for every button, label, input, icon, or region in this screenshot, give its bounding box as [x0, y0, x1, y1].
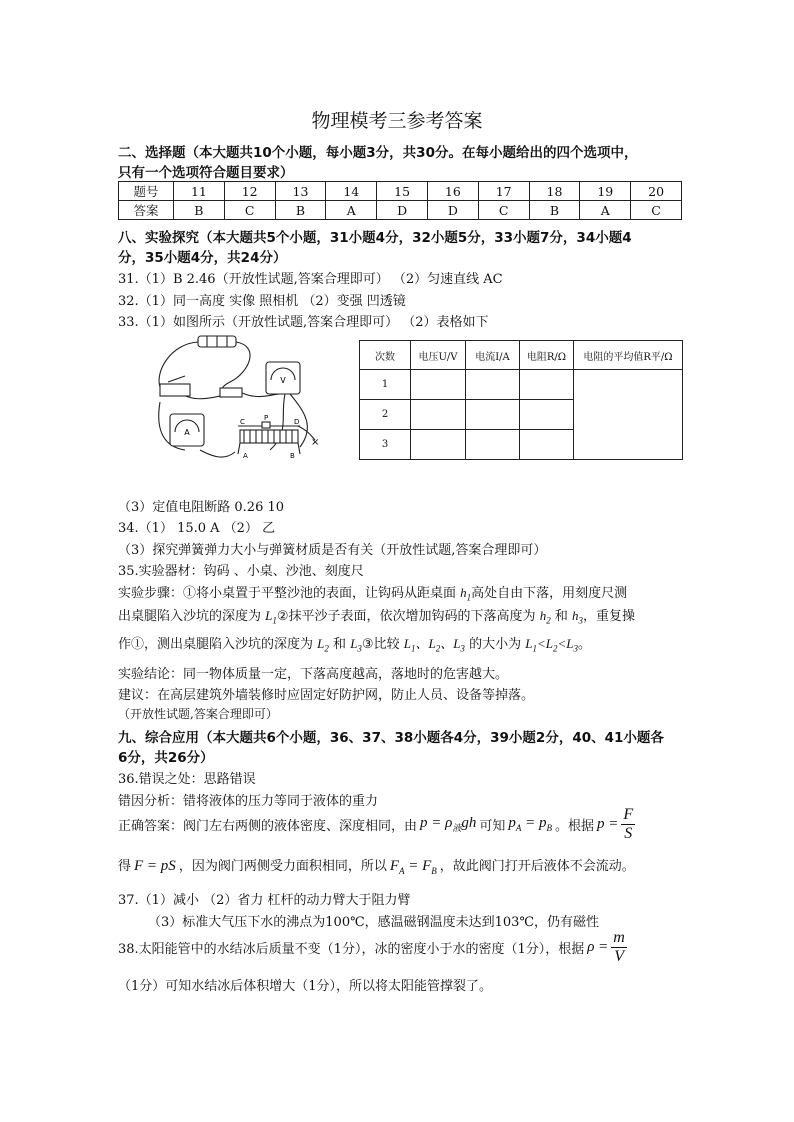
answer-32: 32.（1）同一高度 实像 照相机 （2）变强 凹透镜 [118, 294, 406, 309]
text-run: 的大小为 [469, 637, 522, 652]
record-table-header-row [360, 341, 683, 370]
math-h1: $h_1$ [460, 585, 472, 603]
answer-38-line1 [118, 927, 627, 967]
text-run: ，故此阀门打开后液体不会流动。 [439, 859, 635, 874]
record-table-cell [466, 370, 520, 400]
answer-35-advice: 建议：在高层建筑外墙装修时应固定好防护网，防止人员、设备等掉落。 [118, 688, 535, 703]
answer-35-equipment: 35.实验器材：钩码 、小桌、沙池、刻度尺 [118, 564, 364, 579]
text-run: ，因为阀门两侧受力面积相同，所以 [178, 859, 387, 874]
math-p-eq: p = [597, 815, 619, 832]
answer-table-cell: B [174, 201, 225, 220]
math-l2: $L_2$ [317, 636, 329, 654]
record-table-header: 次数 [360, 341, 411, 370]
math-l3: $L_3$ [350, 636, 362, 654]
answer-35-conclusion: 实验结论：同一物体质量一定，下落高度越高，落地时的危害越大。 [118, 667, 509, 682]
answer-table-cell: A [580, 201, 631, 220]
math-pa-eq-pb: $p_A = p_B$ [508, 815, 552, 833]
math-rho-eq: ρ = [587, 938, 609, 955]
text-run: ②抹平沙子表面，依次增加钩码的下落高度为 [276, 609, 536, 624]
answer-35-steps-line3 [118, 633, 591, 654]
answer-31: 31.（1）B 2.46（开放性试题,答案合理即可） （2）匀速直线 AC [118, 272, 503, 287]
ammeter-label: A [184, 428, 190, 437]
record-table-cell [466, 430, 520, 460]
answer-table-header: 答案 [119, 201, 174, 220]
answer-table-cell: 15 [377, 182, 428, 201]
text-run: 实验步骤：①将小桌置于平整沙池的表面，让钩码从距桌面 [118, 586, 457, 601]
text-run: 高处自由下落，用刻度尺测 [471, 586, 628, 601]
answer-table-row-numbers [119, 182, 682, 201]
answer-35-steps-line1 [118, 582, 627, 603]
record-table-cell [411, 430, 466, 460]
text-run: 。 [577, 637, 591, 652]
math-fa-eq-fb: $F_A = F_B$ [389, 858, 437, 876]
denominator: S [624, 824, 633, 842]
page-title: 物理模考三参考答案 [311, 110, 483, 132]
text-run: 作①，测出桌腿陷入沙坑的深度为 [118, 637, 314, 652]
answer-table-cell: B [529, 201, 580, 220]
denominator: V [614, 947, 624, 965]
answer-33: 33.（1）如图所示（开放性试题,答案合理即可） （2）表格如下 [118, 315, 489, 330]
answer-35-note: （开放性试题,答案合理即可） [118, 707, 278, 721]
text-run: 。根据 [555, 818, 595, 834]
terminal-d-label: D [294, 418, 300, 426]
answer-36-analysis: 错因分析：错将液体的压力等同于液体的重力 [118, 794, 379, 809]
record-table-cell [466, 400, 520, 430]
answer-34: 34.（1） 15.0 A （2） 乙 [118, 521, 276, 536]
math-fraction-m-over-v [611, 929, 627, 966]
cross-mark: × [311, 437, 320, 448]
slider-p-label: P [264, 414, 269, 422]
record-table-cell [520, 430, 574, 460]
section-9-heading-line2: 6分，共26分） [118, 750, 214, 766]
answer-table [118, 181, 682, 220]
text-run: 可知 [479, 818, 506, 834]
answer-table-cell: A [326, 201, 377, 220]
answer-38-line2: （1分）可知水结冰后体积增大（1分），所以将太阳能管撑裂了。 [118, 979, 493, 994]
numerator: m [613, 928, 625, 946]
math-fraction-f-over-s [621, 806, 635, 843]
voltmeter-label: V [280, 376, 286, 385]
record-table-cell [520, 370, 574, 400]
answer-37-line2: （3）标准大气压下水的沸点为100℃，感温磁钢温度未达到103℃，仍有磁性 [148, 915, 599, 930]
record-table-cell [411, 370, 466, 400]
section-2-heading-line1: 二、选择题（本大题共10个小题，每小题3分，共30分。在每小题给出的四个选项中， [118, 145, 638, 161]
answer-36-correct-line2 [118, 855, 635, 876]
record-table-trial: 1 [360, 370, 411, 400]
answer-table-cell: 14 [326, 182, 377, 201]
section-9-heading-line1: 九、综合应用（本大题共6个小题，36、37、38小题各4分，39小题2分，40、41小题各 [118, 730, 664, 746]
record-table-header: 电流I/A [466, 341, 520, 370]
math-h2: $h_2$ [539, 608, 551, 626]
terminal-a-label: A [243, 452, 248, 460]
record-table-header: 电压U/V [411, 341, 466, 370]
answer-table-cell: 20 [631, 182, 682, 201]
answer-table-cell: 12 [224, 182, 275, 201]
math-l-list: $L_1$、$L_2$、$L_3$ [403, 636, 465, 654]
answer-table-cell: 11 [174, 182, 225, 201]
text-run: 正确答案：阀门左右两侧的液体密度、深度相同，由 [118, 818, 418, 834]
answer-34-3: （3）探究弹簧弹力大小与弹簧材质是否有关（开放性试题,答案合理即可） [118, 543, 547, 558]
record-table-trial: 3 [360, 430, 411, 460]
answer-36-correct-line1 [118, 805, 635, 843]
math-f-eq-ps: F = pS [134, 858, 176, 874]
math-h3: $h_3$ [571, 608, 583, 626]
math-l-order: $L_1<L_2<L_3$ [525, 636, 578, 654]
answer-table-cell: D [377, 201, 428, 220]
circuit-diagram [140, 332, 330, 462]
answer-table-row-answers [119, 201, 682, 220]
section-2-heading-line2: 只有一个选项符合题目要求） [118, 165, 294, 181]
answer-table-cell: C [478, 201, 529, 220]
text-run: ③比较 [361, 637, 400, 652]
record-table-header: 电阻R/Ω [520, 341, 574, 370]
answer-table-cell: 17 [478, 182, 529, 201]
answer-33-3: （3）定值电阻断路 0.26 10 [118, 500, 285, 515]
math-pressure-formula: $p = \rho_液gh$ [420, 814, 477, 833]
terminal-b-label: B [290, 452, 295, 460]
text-run: 和 [554, 609, 568, 624]
answer-35-steps-line2 [118, 605, 635, 626]
answer-table-cell: B [275, 201, 326, 220]
text-run: ，重复操 [582, 609, 635, 624]
record-table-cell [520, 400, 574, 430]
answer-table-cell: 13 [275, 182, 326, 201]
answer-table-cell: C [631, 201, 682, 220]
answer-table-cell: 16 [427, 182, 478, 201]
answer-36-error: 36.错误之处：思路错误 [118, 772, 256, 787]
answer-table-cell: 19 [580, 182, 631, 201]
record-table-row [360, 370, 683, 400]
record-table-header: 电阻的平均值R平/Ω [574, 341, 683, 370]
text-run: 得 [118, 859, 132, 874]
record-table-cell [411, 400, 466, 430]
record-table [359, 340, 683, 460]
numerator: F [623, 805, 634, 823]
terminal-c-label: C [240, 418, 245, 426]
math-l1: $L_1$ [265, 608, 277, 626]
answer-table-cell: 18 [529, 182, 580, 201]
text-run: 出桌腿陷入沙坑的深度为 [118, 609, 262, 624]
section-8-heading-line2: 分，35小题4分，共24分） [118, 250, 287, 266]
answer-table-cell: D [427, 201, 478, 220]
text-run: 和 [333, 637, 347, 652]
section-8-heading-line1: 八、实验探究（本大题共5个小题，31小题4分，32小题5分，33小题7分，34小题4 [118, 230, 632, 246]
record-table-average-cell [574, 370, 683, 460]
answer-table-cell: C [224, 201, 275, 220]
record-table-trial: 2 [360, 400, 411, 430]
answer-37-line1: 37.（1）减小 （2）省力 杠杆的动力臂大于阻力臂 [118, 893, 411, 908]
answer-table-header: 题号 [119, 182, 174, 201]
text-run: 38.太阳能管中的水结冰后质量不变（1分），冰的密度小于水的密度（1分），根据 [118, 941, 585, 957]
